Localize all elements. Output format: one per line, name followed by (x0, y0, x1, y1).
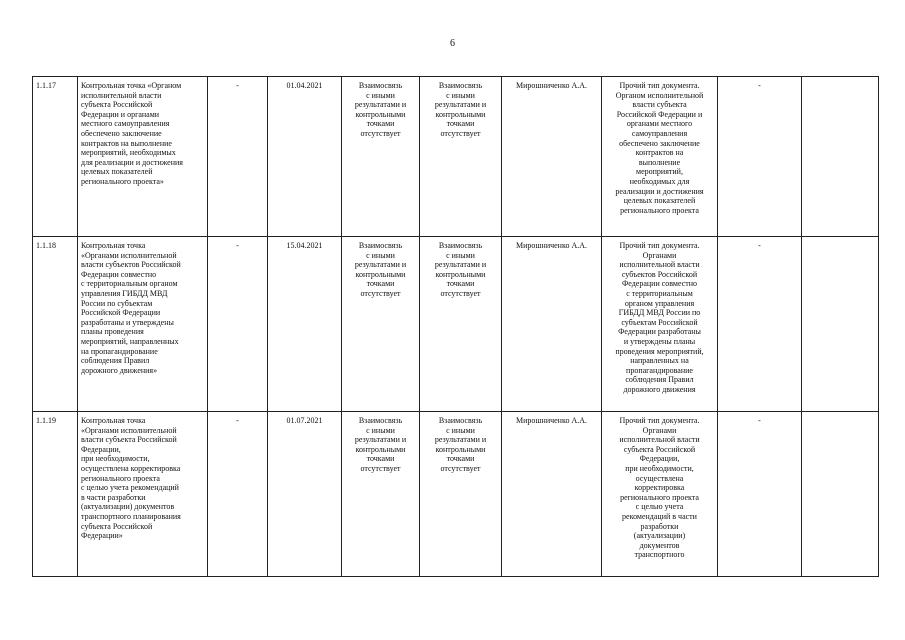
responsible-cell: Мирошниченко А.А. (502, 77, 602, 237)
predecessor-relation-cell: Взаимосвязь с иными результатами и контрольными точками отсутствует (342, 77, 420, 237)
start-date-cell: - (208, 412, 268, 577)
control-point-name: Контрольная точка «Органом исполнительной власти субъекта Российской Федерации и органами местного самоуправления обеспечено заключение контрактов на выполнение мероприятий, необходимых для реализации и достижения целевых показателей регионального проекта» (78, 77, 208, 237)
successor-relation-cell: Взаимосвязь с иными результатами и контрольными точками отсутствует (420, 237, 502, 412)
predecessor-relation-cell: Взаимосвязь с иными результатами и контрольными точками отсутствует (342, 412, 420, 577)
level-cell: - (718, 77, 802, 237)
responsible-cell: Мирошниченко А.А. (502, 237, 602, 412)
control-point-name: Контрольная точка «Органами исполнительной власти субъектов Российской Федерации совместно с территориальным органом управления ГИБДД МВД России по субъектам Российской Федерации разработаны и утверждены планы проведения мероприятий, направленных на пропагандирование соблюдения Правил дорожного движения» (78, 237, 208, 412)
table-row (33, 237, 879, 412)
row-number: 1.1.17 (33, 77, 78, 237)
document-type-cell: Прочий тип документа. Органом исполнительной власти субъекта Российской Федерации и органами местного самоуправления обеспечено заключение контрактов на выполнение мероприятий, необходимых для реализации и достижения целевых показателей регионального проекта (602, 77, 718, 237)
end-date-cell: 01.07.2021 (268, 412, 342, 577)
level-cell: - (718, 412, 802, 577)
page-number: 6 (450, 38, 455, 49)
table-row (33, 412, 879, 577)
document-type-cell: Прочий тип документа. Органами исполнительной власти субъекта Российской Федерации, при необходимости, осуществлена корректировка регионального проекта с целью учета рекомендаций в части разработки (актуализации) документов транспортного (602, 412, 718, 577)
empty-cell (802, 237, 879, 412)
responsible-cell: Мирошниченко А.А. (502, 412, 602, 577)
start-date-cell: - (208, 237, 268, 412)
row-number: 1.1.18 (33, 237, 78, 412)
predecessor-relation-cell: Взаимосвязь с иными результатами и контрольными точками отсутствует (342, 237, 420, 412)
document-type-cell: Прочий тип документа. Органами исполнительной власти субъектов Российской Федерации совместно с территориальным органом управления ГИБДД МВД России по субъектам Российской Федерации разработаны и утверждены планы проведения мероприятий, направленных на пропагандирование соблюдения Правил дорожного движения (602, 237, 718, 412)
start-date-cell: - (208, 77, 268, 237)
table-row (33, 77, 879, 237)
level-cell: - (718, 237, 802, 412)
control-points-table (32, 76, 879, 577)
end-date-cell: 01.04.2021 (268, 77, 342, 237)
empty-cell (802, 412, 879, 577)
successor-relation-cell: Взаимосвязь с иными результатами и контрольными точками отсутствует (420, 412, 502, 577)
end-date-cell: 15.04.2021 (268, 237, 342, 412)
control-point-name: Контрольная точка «Органами исполнительной власти субъекта Российской Федерации, при необходимости, осуществлена корректировка регионального проекта с целью учета рекомендаций в части разработки (актуализации) документов транспортного планирования субъекта Российской Федерации» (78, 412, 208, 577)
row-number: 1.1.19 (33, 412, 78, 577)
empty-cell (802, 77, 879, 237)
successor-relation-cell: Взаимосвязь с иными результатами и контрольными точками отсутствует (420, 77, 502, 237)
